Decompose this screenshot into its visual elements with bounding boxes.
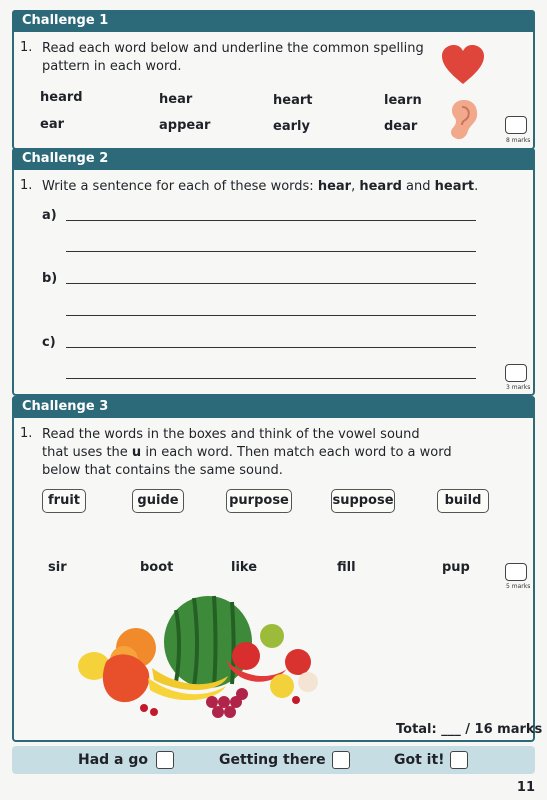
word-box[interactable]: fruit xyxy=(42,489,86,513)
had-a-go-label: Had a go xyxy=(78,752,149,768)
answer-line[interactable] xyxy=(66,347,476,348)
question-text xyxy=(42,40,424,76)
word-item[interactable]: early xyxy=(273,119,310,134)
question-line xyxy=(42,444,452,462)
match-word[interactable]: boot xyxy=(140,560,174,575)
fruit-illustration xyxy=(76,590,326,724)
question-line: Read each word below and underline the common spelling xyxy=(42,41,424,56)
target-word: heart xyxy=(434,179,475,194)
apple-icon xyxy=(232,642,260,670)
marks-box[interactable] xyxy=(505,116,527,134)
answer-label-c: c) xyxy=(42,335,56,350)
marks-label: 5 marks xyxy=(506,583,531,590)
answer-line[interactable] xyxy=(66,315,476,316)
question-fragment: and xyxy=(401,179,435,194)
word-item[interactable]: hear xyxy=(159,92,193,107)
match-word[interactable]: sir xyxy=(48,560,67,575)
target-letter: u xyxy=(131,445,142,460)
word-item[interactable]: heard xyxy=(40,90,83,105)
word-box[interactable]: suppose xyxy=(331,489,395,513)
challenge-2-header: Challenge 2 xyxy=(12,148,535,170)
question-line: below that contains the same sound. xyxy=(42,463,283,478)
word-item[interactable]: heart xyxy=(273,93,313,108)
question-line: pattern in each word. xyxy=(42,59,182,74)
pear-icon xyxy=(260,624,284,648)
marks-label: 8 marks xyxy=(506,137,531,144)
got-it-checkbox[interactable] xyxy=(450,751,468,769)
self-assessment-bar xyxy=(12,746,535,774)
word-box[interactable]: build xyxy=(437,489,489,513)
question-fragment: , xyxy=(351,179,360,194)
target-word: hear xyxy=(317,179,352,194)
page-number: 11 xyxy=(516,780,535,795)
word-item[interactable]: learn xyxy=(384,93,422,108)
challenge-1-header: Challenge 1 xyxy=(12,10,535,32)
match-word[interactable]: like xyxy=(231,560,258,575)
question-number: 1. xyxy=(20,426,33,441)
question-fragment: . xyxy=(474,179,479,194)
word-box[interactable]: purpose xyxy=(226,489,292,513)
ear-icon xyxy=(446,98,480,142)
question-fragment: in each word. Then match each word to a word xyxy=(141,445,452,460)
question-text xyxy=(42,178,478,196)
marks-box[interactable] xyxy=(505,364,527,382)
got-it-label: Got it! xyxy=(394,752,445,768)
word-item[interactable]: dear xyxy=(384,119,418,134)
marks-label: 3 marks xyxy=(506,384,531,391)
lime-icon xyxy=(270,674,294,698)
answer-label-a: a) xyxy=(42,208,57,223)
answer-line[interactable] xyxy=(66,220,476,221)
word-item[interactable]: appear xyxy=(159,118,211,133)
answer-line[interactable] xyxy=(66,251,476,252)
question-fragment: that uses the xyxy=(42,445,132,460)
question-fragment: Write a sentence for each of these words: xyxy=(42,179,318,194)
answer-label-b: b) xyxy=(42,271,58,286)
question-number: 1. xyxy=(20,40,33,55)
match-word[interactable]: fill xyxy=(337,560,356,575)
question-number: 1. xyxy=(20,178,33,193)
word-item[interactable]: ear xyxy=(40,117,65,132)
had-a-go-checkbox[interactable] xyxy=(156,751,174,769)
match-word[interactable]: pup xyxy=(442,560,470,575)
getting-there-label: Getting there xyxy=(219,752,326,768)
question-line: Read the words in the boxes and think of the vowel sound xyxy=(42,427,420,442)
word-box[interactable]: guide xyxy=(132,489,184,513)
target-word: heard xyxy=(359,179,402,194)
challenge-3-header: Challenge 3 xyxy=(12,396,535,418)
getting-there-checkbox[interactable] xyxy=(332,751,350,769)
answer-line[interactable] xyxy=(66,378,476,379)
total-marks: Total: ___ / 16 marks xyxy=(396,722,543,737)
question-text xyxy=(42,426,452,480)
marks-box[interactable] xyxy=(505,563,527,581)
answer-line[interactable] xyxy=(66,283,476,284)
heart-icon xyxy=(440,44,486,86)
